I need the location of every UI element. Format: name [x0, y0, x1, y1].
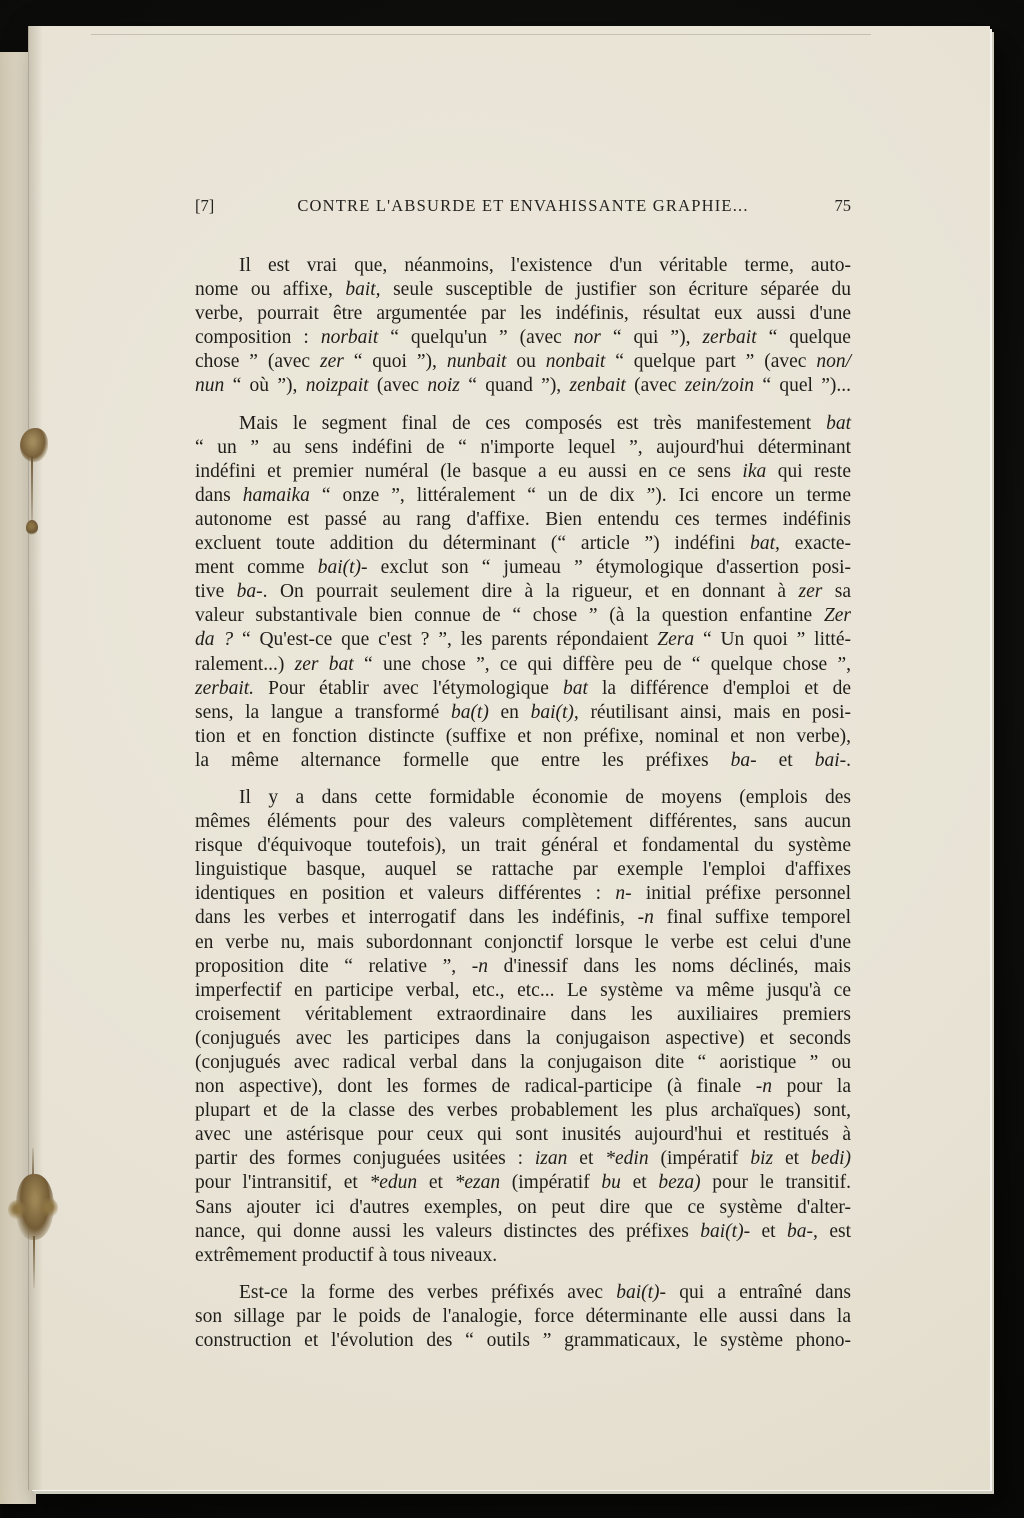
header-page-number: 75 — [834, 196, 851, 215]
text-line: nance, qui donne aussi les valeurs distinctes des préfixes bai(t)- et ba-, est — [195, 1220, 852, 1242]
text-line: Il est vrai que, néanmoins, l'existence d'un véritable terme, auto- — [239, 255, 851, 276]
text-line: dans les verbes et interrogatif dans les indéfinis, -n final suffixe temporel — [195, 907, 851, 929]
text-line: tion et en fonction distincte (suffixe et non préfixe, nominal et non verbe), — [195, 725, 851, 747]
text-line: en verbe nu, mais subordonnant conjonctif lorsque le verbe est celui d'une — [195, 931, 851, 953]
text-line: nun “ où ”), noizpait (avec noiz “ quand ”), zenbait (avec zein/zoin “ quel ”)... — [195, 375, 851, 397]
text-line: avec une astérisque pour ceux qui sont inusités aujourd'hui et restitués à — [195, 1124, 851, 1146]
text-line: verbe, pourrait être argumentée par les indéfinis, résultat eux aussi d'une — [195, 303, 851, 325]
text-line: Est-ce la forme des verbes préfixés avec bai(t)- qui a entraîné dans — [239, 1281, 851, 1303]
text-line: chose ” (avec zer “ quoi ”), nunbait ou nonbait “ quelque part ” (avec non/ — [195, 351, 852, 373]
text-line: son sillage par le poids de l'analogie, force déterminante elle aussi dans la — [195, 1305, 851, 1327]
text-line: composition : norbait “ quelqu'un ” (avec nor “ qui ”), zerbait “ quelque — [195, 327, 851, 349]
text-line: ment comme bai(t)- exclut son “ jumeau ” étymologique d'assertion posi- — [195, 557, 852, 579]
binding-thread-mark-bottom — [8, 1148, 60, 1288]
text-line: (conjugués avec radical verbal dans la conjugaison dite “ aoristique ” ou — [195, 1052, 851, 1073]
text-line: da ? “ Qu'est-ce que c'est ? ”, les parents répondaient Zera “ Un quoi ” litté- — [195, 629, 851, 651]
text-line: valeur substantivale bien connue de “ chose ” (à la question enfantine Zer — [195, 605, 851, 627]
thread-knot — [20, 428, 48, 462]
paragraph-1 — [195, 254, 851, 399]
text-line: mêmes éléments pour des valeurs complètement différentes, sans aucun — [195, 811, 851, 833]
text-line: sens, la langue a transformé ba(t) en bai(t), réutilisant ainsi, mais en posi- — [195, 701, 852, 723]
text-line: linguistique basque, auquel se rattache par exemple l'emploi d'affixes — [195, 859, 851, 881]
text-line: pour l'intransitif, et *edun et *ezan (impératif bu et beza) pour le transitif. — [195, 1172, 851, 1194]
thread-strand — [33, 1236, 35, 1288]
text-line: construction et l'évolution des “ outils ” grammaticaux, le système phono- — [195, 1330, 851, 1352]
page-top-edge-line — [91, 34, 871, 35]
text-line: croisement véritablement extraordinaire dans les auxiliaires premiers — [195, 1003, 851, 1025]
text-line: tive ba-. On pourrait seulement dire à la rigueur, et en donnant à zer sa — [195, 581, 851, 603]
text-line: Mais le segment final de ces composés est très manifestement bat — [239, 412, 851, 434]
text-line: Il y a dans cette formidable économie de moyens (emplois des — [239, 786, 851, 808]
text-line: Sans ajouter ici d'autres exemples, on peut dire que ce système d'alter- — [195, 1196, 851, 1218]
text-line: zerbait. Pour établir avec l'étymologique bat la différence d'emploi et de — [195, 677, 851, 699]
thread-strand — [31, 456, 33, 530]
text-line: imperfectif en participe verbal, etc., etc... Le système va même jusqu'à ce — [195, 979, 851, 1001]
thread-dot — [26, 520, 38, 535]
paragraph-3 — [195, 786, 851, 1268]
text-line: proposition dite “ relative ”, -n d'inessif dans les noms déclinés, mais — [195, 955, 851, 977]
text-line: plupart et de la classe des verbes probablement les plus archaïques) sont, — [195, 1100, 851, 1122]
binding-thread-mark-top — [18, 428, 52, 558]
text-line: (conjugués avec les participes dans la conjugaison aspective) et seconds — [195, 1027, 851, 1049]
text-line: partir des formes conjuguées usitées : izan et *edin (impératif biz et bedi) — [195, 1148, 851, 1170]
text-line: indéfini et premier numéral (le basque a eu aussi en ce sens ika qui reste — [195, 460, 851, 482]
thread-lobe — [8, 1200, 26, 1220]
text-line: dans hamaika “ onze ”, littéralement “ un de dix ”). Ici encore un terme — [195, 484, 851, 506]
text-line: la même alternance formelle que entre les préfixes ba- et bai-. — [195, 749, 851, 771]
text-line: excluent toute addition du déterminant (“ article ”) indéfini bat, exacte- — [195, 533, 852, 555]
header-running-title: CONTRE L'ABSURDE ET ENVAHISSANTE GRAPHIE... — [297, 196, 749, 215]
body-text — [195, 254, 851, 1366]
text-line: risque d'équivoque toutefois), un trait général et fondamental du système — [195, 835, 851, 857]
paragraph-4 — [195, 1281, 851, 1353]
text-line: non aspective), dont les formes de radical-participe (à finale -n pour la — [195, 1076, 851, 1098]
header-section-number: [7] — [195, 196, 215, 215]
paragraph-2 — [195, 412, 851, 773]
text-line: nome ou affixe, bait, seule susceptible de justifier son écriture séparée du — [195, 279, 851, 301]
text-line: identiques en position et valeurs différentes : n- initial préfixe personnel — [195, 883, 851, 905]
text-line: extrêmement productif à tous niveaux. — [195, 1244, 498, 1266]
text-line: ralement...) zer bat “ une chose ”, ce qui diffère peu de “ quelque chose ”, — [195, 653, 852, 675]
book-page — [28, 26, 990, 1490]
text-line: “ un ” au sens indéfini de “ n'importe lequel ”, aujourd'hui déterminant — [195, 436, 851, 458]
page-header — [195, 196, 851, 216]
thread-lobe — [40, 1198, 58, 1218]
text-line: autonome est passé au rang d'affixe. Bien entendu ces termes indéfinis — [195, 508, 851, 530]
